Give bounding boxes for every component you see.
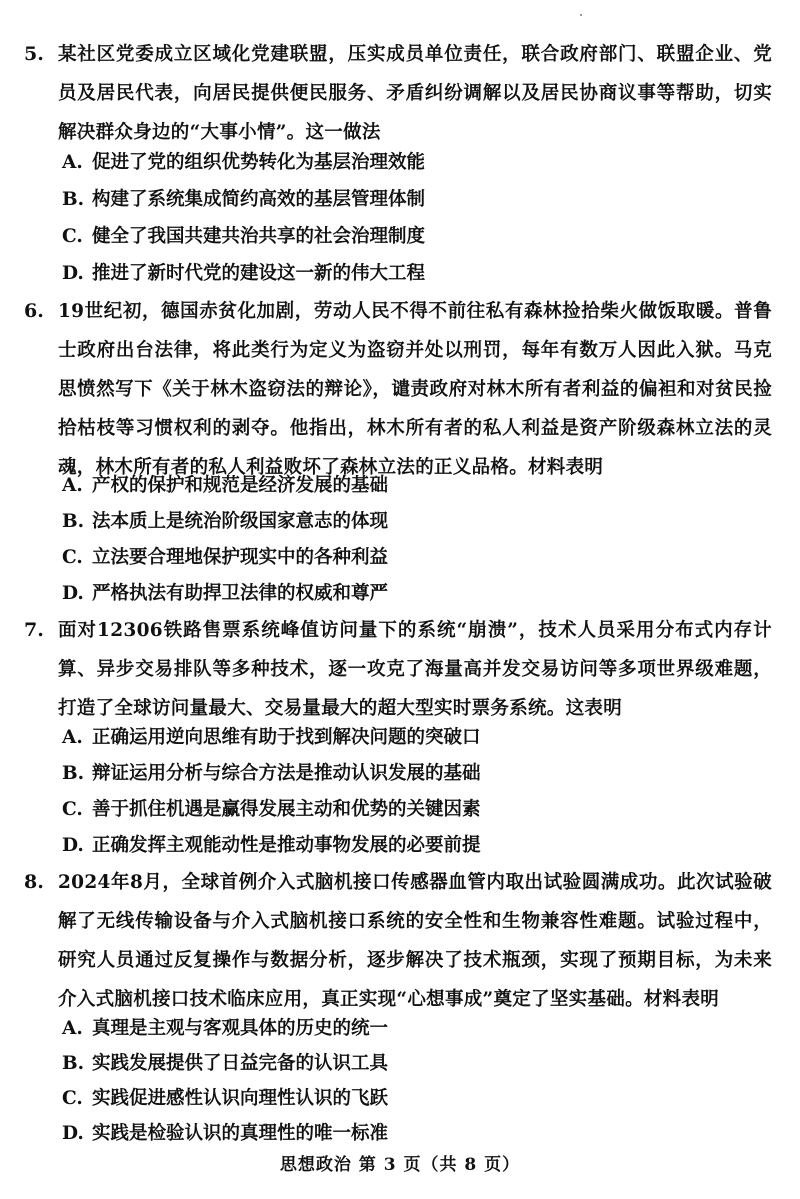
question-number: 6. bbox=[24, 300, 44, 322]
question-stem: 某社区党委成立区域化党建联盟，压实成员单位责任，联合政府部门、联盟企业、党员及居民代表，向居民提供便民服务、矛盾纠纷调解以及居民协商议事等帮助，切实解决群众身边的“大事小情”。这一做法 bbox=[58, 44, 772, 143]
option-text: 推进了新时代党的建设这一新的伟大工程 bbox=[92, 263, 426, 284]
option-letter: A. bbox=[62, 152, 83, 173]
option-c bbox=[62, 540, 762, 576]
option-letter: B. bbox=[62, 763, 85, 784]
option-c bbox=[62, 792, 762, 828]
option-text: 正确运用逆向思维有助于找到解决问题的突破口 bbox=[92, 727, 481, 748]
option-text: 产权的保护和规范是经济发展的基础 bbox=[92, 475, 389, 496]
option-a bbox=[62, 1011, 762, 1047]
option-text: 实践是检验认识的真理性的唯一标准 bbox=[92, 1123, 389, 1144]
option-text: 真理是主观与客观具体的历史的统一 bbox=[92, 1018, 389, 1039]
option-text: 法本质上是统治阶级国家意志的体现 bbox=[92, 511, 389, 532]
option-b bbox=[62, 756, 762, 792]
question-stem: 19世纪初，德国赤贫化加剧，劳动人民不得不前往私有森林捡拾柴火做饭取暖。普鲁士政府出台法律，将此类行为定义为盗窃并处以刑罚，每年有数万人因此入狱。马克思愤然写下《关于林木盗窃法的辩论》，谴责政府对林木所有者利益的偏袒和对贫民捡拾枯枝等习惯权利的剥夺。他指出，林木所有者的私人利益是资产阶级森林立法的灵魂，林木所有者的私人利益败坏了森林立法的正义品格。材料表明 bbox=[58, 301, 772, 478]
option-letter: A. bbox=[62, 727, 83, 748]
question-stem: 面对12306铁路售票系统峰值访问量下的系统“崩溃”，技术人员采用分布式内存计算、异步交易排队等多种技术，逐一攻克了海量高并发交易访问等多项世界级难题，打造了全球访问量最大、交易量最大的超大型实时票务系统。这表明 bbox=[58, 620, 772, 719]
option-text: 健全了我国共建共治共享的社会治理制度 bbox=[92, 226, 426, 247]
option-letter: D. bbox=[62, 835, 84, 856]
option-letter: C. bbox=[62, 547, 83, 568]
option-c bbox=[62, 1081, 762, 1117]
option-text: 辩证运用分析与综合方法是推动认识发展的基础 bbox=[92, 763, 481, 784]
option-text: 严格执法有助捍卫法律的权威和尊严 bbox=[92, 583, 389, 604]
option-b bbox=[62, 182, 762, 218]
option-letter: B. bbox=[62, 511, 85, 532]
option-letter: A. bbox=[62, 1018, 83, 1039]
option-c bbox=[62, 219, 762, 255]
option-letter: B. bbox=[62, 189, 85, 210]
option-letter: C. bbox=[62, 226, 83, 247]
option-d bbox=[62, 828, 762, 864]
question-number: 7. bbox=[24, 619, 44, 641]
option-letter: C. bbox=[62, 1088, 83, 1109]
option-b bbox=[62, 1046, 762, 1082]
option-letter: B. bbox=[62, 1053, 85, 1074]
option-text: 构建了系统集成简约高效的基层管理体制 bbox=[92, 189, 426, 210]
option-b bbox=[62, 504, 762, 540]
option-letter: A. bbox=[62, 475, 83, 496]
option-letter: D. bbox=[62, 263, 84, 284]
question-number: 5. bbox=[24, 43, 44, 65]
scan-speck bbox=[580, 14, 582, 16]
option-d bbox=[62, 576, 762, 612]
option-a bbox=[62, 468, 762, 504]
page-footer: 思想政治 第 3 页（共 8 页） bbox=[279, 1155, 521, 1175]
option-text: 立法要合理地保护现实中的各种利益 bbox=[92, 547, 389, 568]
option-a bbox=[62, 720, 762, 756]
option-d bbox=[62, 1116, 762, 1152]
option-text: 实践发展提供了日益完备的认识工具 bbox=[92, 1053, 389, 1074]
option-letter: D. bbox=[62, 583, 84, 604]
question-number: 8. bbox=[24, 871, 44, 893]
option-letter: C. bbox=[62, 799, 83, 820]
option-text: 实践促进感性认识向理性认识的飞跃 bbox=[92, 1088, 389, 1109]
option-a bbox=[62, 145, 762, 181]
option-letter: D. bbox=[62, 1123, 84, 1144]
option-text: 正确发挥主观能动性是推动事物发展的必要前提 bbox=[92, 835, 481, 856]
question-stem: 2024年8月，全球首例介入式脑机接口传感器血管内取出试验圆满成功。此次试验破解了无线传输设备与介入式脑机接口系统的安全性和生物兼容性难题。试验过程中，研究人员通过反复操作与数据分析，逐步解决了技术瓶颈，实现了预期目标，为未来介入式脑机接口技术临床应用，真正实现“心想事成”奠定了坚实基础。材料表明 bbox=[58, 872, 772, 1010]
option-d bbox=[62, 256, 762, 292]
option-text: 善于抓住机遇是赢得发展主动和优势的关键因素 bbox=[92, 799, 481, 820]
option-text: 促进了党的组织优势转化为基层治理效能 bbox=[92, 152, 426, 173]
